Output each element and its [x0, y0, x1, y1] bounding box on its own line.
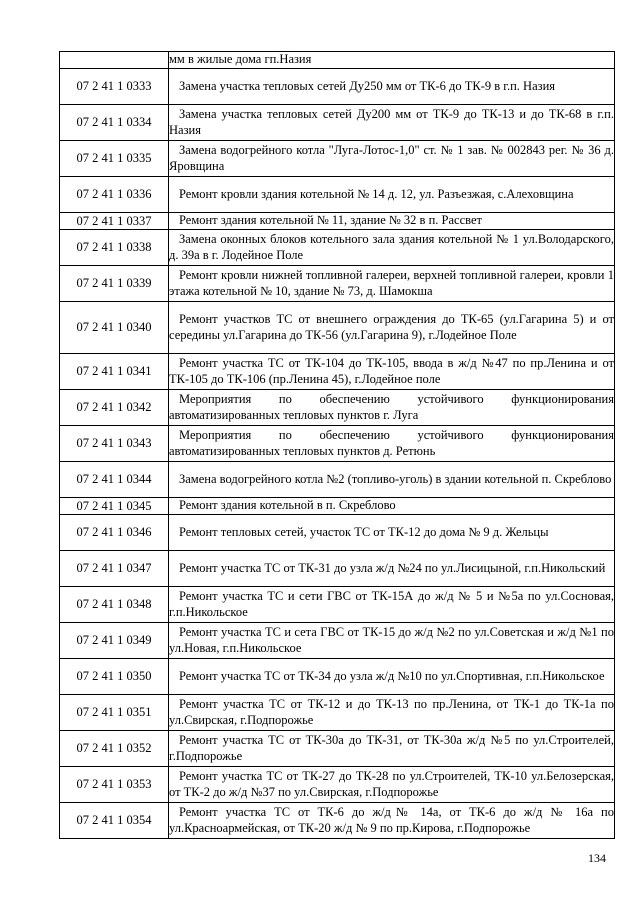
page-number: 134: [588, 851, 606, 865]
description-text: Ремонт участка ТС от ТК-30а до ТК-31, от ТК-30а ж/д №5 по ул.Строителей, г.Подпорожье: [169, 733, 614, 763]
description-text: Ремонт участка ТС от ТК-6 до ж/д№ 14а, от ТК-6 до ж/д № 16а по ул.Красноармейская, от ТК-20 ж/д № 9 по пр.Кирова, г.Подпорожье: [169, 805, 614, 835]
description-cell: [169, 551, 615, 587]
description-text: Замена участка тепловых сетей Ду200 мм от ТК-9 до ТК-13 и до ТК-68 в г.п. Назия: [169, 107, 614, 137]
budget-code-cell: 07 2 41 1 0335: [60, 141, 169, 177]
table-row: [60, 177, 615, 213]
description-text: Замена водогрейного котла "Луга-Лотос-1,0" ст. № 1 зав. № 002843 рег. № 36 д. Яровщина: [169, 143, 614, 173]
description-text: Ремонт участка ТС и сети ГВС от ТК-15А до ж/д № 5 и №5а по ул.Сосновая, г.п.Никольское: [169, 589, 614, 619]
budget-code-cell: 07 2 41 1 0333: [60, 69, 169, 105]
description-cell: [169, 623, 615, 659]
budget-code-cell: 07 2 41 1 0341: [60, 354, 169, 390]
table-row: [60, 587, 615, 623]
description-text: Ремонт участка ТС от ТК-104 до ТК-105, ввода в ж/д №47 по пр.Ленина и от ТК-105 до ТК-106 (пр.Ленина 45), г.Лодейное поле: [169, 356, 614, 386]
description-cell: [169, 141, 615, 177]
budget-code-cell: 07 2 41 1 0349: [60, 623, 169, 659]
table-row: [60, 695, 615, 731]
description-cell: [169, 731, 615, 767]
description-cell: [169, 587, 615, 623]
description-cell: [169, 266, 615, 302]
description-cell: [169, 230, 615, 266]
table-row: [60, 52, 615, 69]
description-text: Ремонт здания котельной в п. Скреблово: [179, 498, 396, 513]
description-cell: [169, 213, 615, 230]
budget-code-cell: 07 2 41 1 0346: [60, 515, 169, 551]
budget-code-cell: 07 2 41 1 0342: [60, 390, 169, 426]
table-row: [60, 213, 615, 230]
description-cell: [169, 426, 615, 462]
description-text: Ремонт участка ТС и сета ГВС от ТК-15 до ж/д №2 по ул.Советская и ж/д №1 по ул.Новая, г.п.Никольское: [169, 625, 614, 655]
description-text: Ремонт кровли здания котельной № 14 д. 12, ул. Разъезжая, с.Алеховщина: [179, 186, 574, 201]
budget-code-cell: 07 2 41 1 0338: [60, 230, 169, 266]
description-cell: [169, 302, 615, 354]
description-cell: [169, 803, 615, 839]
description-cell: [169, 498, 615, 515]
description-cell: [169, 69, 615, 105]
table-row: [60, 69, 615, 105]
description-text: Ремонт здания котельной № 11, здание № 32 в п. Рассвет: [179, 213, 482, 228]
table-row: [60, 354, 615, 390]
description-cell: [169, 462, 615, 498]
description-text: Мероприятия по обеспечению устойчивого функционирования автоматизированных тепловых пунктов г. Луга: [169, 392, 614, 422]
description-cell: [169, 695, 615, 731]
table-row: [60, 302, 615, 354]
description-text: мм в жилые дома гп.Назия: [169, 52, 312, 67]
description-text: Ремонт тепловых сетей, участок ТС от ТК-12 до дома № 9 д. Жельцы: [179, 524, 549, 539]
budget-code-cell: 07 2 41 1 0345: [60, 498, 169, 515]
table-row: [60, 105, 615, 141]
table-row: [60, 623, 615, 659]
budget-code-cell: 07 2 41 1 0336: [60, 177, 169, 213]
description-cell: [169, 390, 615, 426]
budget-code-cell: 07 2 41 1 0348: [60, 587, 169, 623]
table-row: [60, 551, 615, 587]
table-row: [60, 659, 615, 695]
description-text: Ремонт участка ТС от ТК-27 до ТК-28 по ул.Строителей, ТК-10 ул.Белозерская, от ТК-2 до ж/д №37 по ул.Свирская, г.Подпорожье: [169, 769, 614, 799]
table-row: [60, 462, 615, 498]
budget-code-cell: 07 2 41 1 0352: [60, 731, 169, 767]
description-text: Замена водогрейного котла №2 (топливо-уголь) в здании котельной п. Скреблово: [179, 471, 612, 486]
description-text: Замена участка тепловых сетей Ду250 мм от ТК-6 до ТК-9 в г.п. Назия: [179, 78, 556, 93]
budget-code-cell: 07 2 41 1 0340: [60, 302, 169, 354]
table-row: [60, 141, 615, 177]
budget-code-cell: 07 2 41 1 0353: [60, 767, 169, 803]
description-text: Ремонт участка ТС от ТК-34 до узла ж/д №10 по ул.Спортивная, г.п.Никольское: [179, 668, 605, 683]
table-row: [60, 498, 615, 515]
budget-code-cell: [60, 52, 169, 69]
description-cell: [169, 52, 615, 69]
description-cell: [169, 659, 615, 695]
budget-code-cell: 07 2 41 1 0347: [60, 551, 169, 587]
table-row: [60, 426, 615, 462]
budget-code-cell: 07 2 41 1 0334: [60, 105, 169, 141]
budget-code-cell: 07 2 41 1 0350: [60, 659, 169, 695]
table-row: [60, 390, 615, 426]
description-cell: [169, 515, 615, 551]
budget-code-cell: 07 2 41 1 0354: [60, 803, 169, 839]
table-row: [60, 515, 615, 551]
description-text: Ремонт кровли нижней топливной галереи, верхней топливной галереи, кровли 1 этажа котельной № 10, здание № 73, д. Шамокша: [169, 268, 614, 298]
budget-code-cell: 07 2 41 1 0344: [60, 462, 169, 498]
table-body: [60, 52, 615, 839]
budget-code-cell: 07 2 41 1 0343: [60, 426, 169, 462]
table-row: [60, 803, 615, 839]
description-text: Ремонт участка ТС от ТК-12 и до ТК-13 по пр.Ленина, от ТК-1 до ТК-1а по ул.Свирская, г.Подпорожье: [169, 697, 614, 727]
budget-code-cell: 07 2 41 1 0351: [60, 695, 169, 731]
description-text: Мероприятия по обеспечению устойчивого функционирования автоматизированных тепловых пунктов д. Ретюнь: [169, 428, 614, 458]
description-text: Замена оконных блоков котельного зала здания котельной № 1 ул.Володарского, д. 39а в г. Лодейное Поле: [169, 232, 614, 262]
description-cell: [169, 767, 615, 803]
budget-table: [59, 51, 615, 839]
table-row: [60, 767, 615, 803]
table-row: [60, 230, 615, 266]
description-cell: [169, 354, 615, 390]
table-row: [60, 266, 615, 302]
budget-code-cell: 07 2 41 1 0337: [60, 213, 169, 230]
budget-code-cell: 07 2 41 1 0339: [60, 266, 169, 302]
description-cell: [169, 177, 615, 213]
description-cell: [169, 105, 615, 141]
description-text: Ремонт участков ТС от внешнего ограждения до ТК-65 (ул.Гагарина 5) и от середины ул.Гагарина до ТК-56 (ул.Гагарина 9), г.Лодейное Поле: [169, 312, 614, 342]
table-row: [60, 731, 615, 767]
description-text: Ремонт участка ТС от ТК-31 до узла ж/д №24 по ул.Лисицыной, г.п.Никольский: [179, 560, 606, 575]
